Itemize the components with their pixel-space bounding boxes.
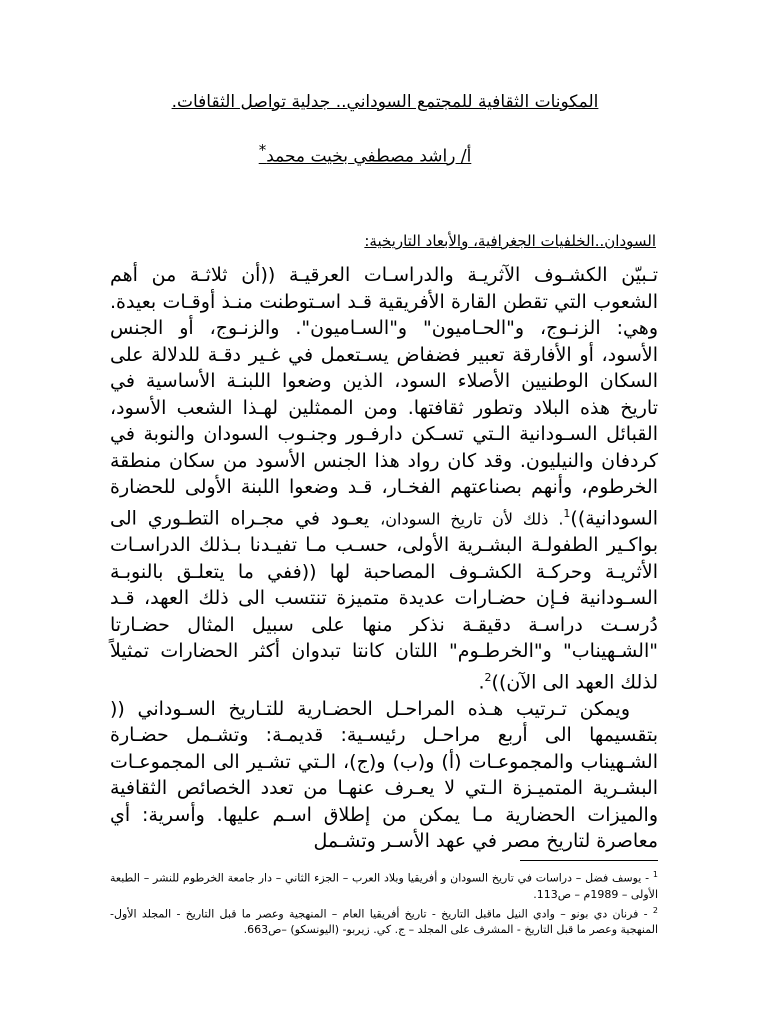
section-heading: السودان..الخلفيات الجغرافية، والأبعاد التاريخية: bbox=[364, 232, 656, 250]
footnote-ref-1[interactable]: 1 bbox=[563, 506, 571, 520]
footnote-2-number: 2 bbox=[652, 905, 658, 915]
footnote-2 bbox=[110, 903, 658, 939]
paragraph-1 bbox=[110, 262, 658, 696]
author-line bbox=[200, 141, 530, 167]
footnote-1 bbox=[110, 867, 658, 903]
footnote-ref-2[interactable]: 2 bbox=[484, 670, 492, 684]
footnotes bbox=[110, 867, 658, 938]
footnote-1-number: 1 bbox=[652, 870, 658, 879]
author-footnote-marker: * bbox=[258, 141, 267, 159]
body-text bbox=[110, 262, 658, 855]
paragraph-1-end: . bbox=[478, 671, 485, 694]
paragraph-2: ويمكن تـرتيب هـذه المراحـل الحضـارية للتـاريخ السـوداني (( بتقسيمها الى أربع مراحـل رئيسـية: قديمـة: وتشـمل حضـارة الشـهيناب والمجموعـات (أ) و(ب) و(ج)، الـتي تشـير الى المجموعـات البشـرية المتميـزة الـتي لا يعـرف عنهـا من تعدد الخصائص الثقافية والميزات الحضارية مـا يمكن من إطلاق اسـم عليها. وأسرية: أي معاصرة لتاريخ مصر في عهد الأسـر وتشـمل bbox=[110, 697, 658, 853]
author-name: أ/ راشد مصطفي بخيت محمد bbox=[266, 146, 472, 167]
paragraph-1-text-a: تـبيّن الكشـوف الآثريـة والدراسـات العرقيـة ((أن ثلاثـة من أهم الشعوب التي تقطن القارة الأفريقية قـد اسـتوطنت منـذ أوقـات بعيدة. وهي: الزنـوج، و"الحـاميون" و"السـاميون". والزنـوج، أو الجنس الأسود، أو الأفارقة تعبير فضفاض يسـتعمل في غـير دقـة للدلالة على السكان الوطنيين الأصلاء السود، الذين وضعوا اللبنـة الأساسية في تاريخ هذه البلاد وتطور ثقافتها. ومن الممثلين لهـذا الشعب الأسود، القبائل السـودانية الـتي تسـكن دارفـور وجنـوب السودان والنوبة في كردفان والنيليون. وقد كان رواد هذا الجنس الأسود من سكان منطقة الخرطوم، وأنهم بصناعتهم الفخـار، قـد وضعوا اللبنة الأولى للحضارة السودانية)) bbox=[110, 264, 659, 529]
paragraph-1-text-c: يعـود في مجـراه التطـوري الى بواكـير الطفولـة البشـرية الأولى، حسـب مـا تفيـدنا بـذلك الدراسـات الأثريـة وحركـة الكشـوف المصاحبة لها ((ففي ما يتعلـق بالنوبـة السـودانية فـإن حضـارات عديدة متميزة تنتسب الى ذلك العهد، قـد دُرسـت دراسـة دقيقـة نذكر منها على سبيل المثال حضـارتا "الشـهيناب" و"الخرطـوم" اللتان كانتا تبدوان أكثر الحضارات تمثيلاً لذلك العهد الى الآن)) bbox=[110, 506, 658, 694]
paragraph-1-text-b: . ذلك لأن تاريخ السودان، bbox=[380, 508, 564, 528]
footnote-2-text: - فرنان دي بونو – وادي النيل ماقبل التاريخ - تاريخ أفريقيا العام – المنهجية وعصر ما قبل التاريخ - المجلد الأول- المنهجية وعصر ما قبل التاريخ - المشرف على المجلد – ج. كي. زيربو- (اليونسكو) –ص663. bbox=[110, 907, 658, 937]
document-title: المكونات الثقافية للمجتمع السوداني.. جدلية تواصل الثقافات. bbox=[171, 92, 599, 112]
footnote-1-text: - يوسف فضل – دراسات في تاريخ السودان و أفريقيا وبلاد العرب – الجزء الثاني – دار جامعة الخرطوم للنشر – الطبعة الأولى – 1989م – ص113. bbox=[110, 871, 658, 901]
footnote-separator bbox=[520, 860, 658, 861]
